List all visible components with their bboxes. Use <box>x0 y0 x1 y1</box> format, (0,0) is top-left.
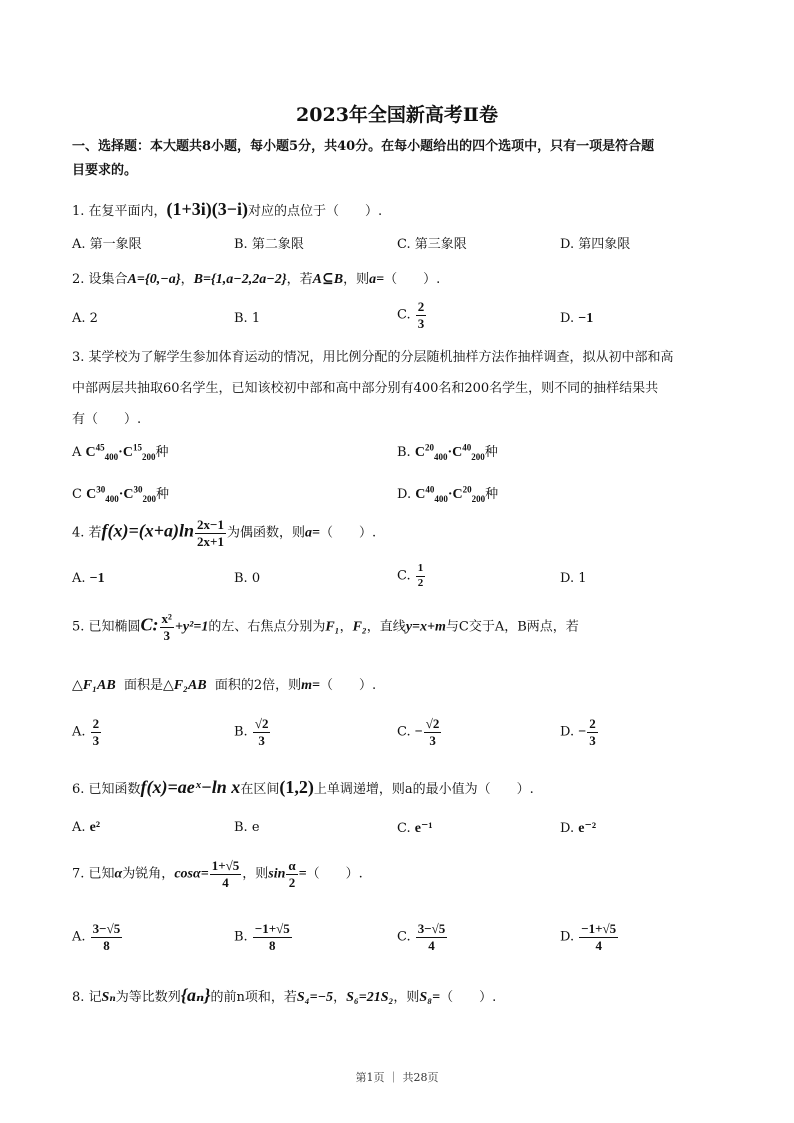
section-header: 一、选择题：本大题共8小题，每小题5分，共40分。在每小题给出的四个选项中，只有一项是符合题 <box>72 139 655 154</box>
q2-set-a: A={0,−a} <box>127 272 181 287</box>
question-3-line3: 有（ ）. <box>72 412 142 427</box>
question-5-line1: 5. 已知椭圆C: $\frac{\text{x²}}{3}$ +y²=1的左、右焦点分别为F₁，F₂，直线y=x+m与C交于A，B两点，若 <box>72 611 579 643</box>
q2-option-d: D. −1 <box>560 311 594 326</box>
q2-relation: A⊆B <box>312 272 344 287</box>
question-1: 1. 在复平面内，(1+3i)(3−i)对应的点位于（ ）. <box>72 199 383 219</box>
q3-option-d: D. $C^{40}_{400}\cdot C^{20}_{200}$种 <box>397 484 499 504</box>
q2-option-b: B. 1 <box>234 311 261 326</box>
q7-option-a: A. $\frac{3-√5}{8}$ <box>72 921 121 953</box>
question-5-line2: △F₁AB 面积是△F₂AB 面积的2倍，则m=（ ）. <box>72 678 377 693</box>
q1-option-d: D. 第四象限 <box>560 237 631 252</box>
q2-option-a: A. 2 <box>72 311 98 326</box>
question-8: 8. 记Sₙ为等比数列{aₙ}的前n项和，若S₄=−5，S₆=21S₂，则S₈=（ ）. <box>72 985 497 1005</box>
q3-option-b: B. $C^{20}_{400}\cdot C^{40}_{200}$种 <box>397 442 498 462</box>
question-6: 6. 已知函数f(x)=aeˣ−ln x在区间(1,2)上单调递增，则a的最小值为（ ）. <box>72 777 534 797</box>
q4-option-c: C. $\frac{1}{2}$ <box>397 562 424 589</box>
q1-option-b: B. 第二象限 <box>234 237 304 252</box>
q5-option-c: C. − $\frac{√2}{3}$ <box>397 716 440 748</box>
q5-option-d: D. − $\frac{2}{3}$ <box>560 716 596 748</box>
q7-option-c: C. $\frac{3-√5}{4}$ <box>397 921 446 953</box>
q4-option-b: B. 0 <box>234 571 261 586</box>
q7-option-b: B. $\frac{-1+√5}{8}$ <box>234 921 290 953</box>
q3-option-a: A $C^{45}_{400}\cdot C^{15}_{200}$种 <box>72 442 169 462</box>
q4-option-d: D. 1 <box>560 571 587 586</box>
q3-option-c: C $C^{30}_{400}\cdot C^{30}_{200}$种 <box>72 484 170 504</box>
q4-option-a: A. −1 <box>72 571 105 586</box>
q7-option-d: D. $\frac{-1+√5}{4}$ <box>560 921 617 953</box>
question-7: 7. 已知α为锐角，cosα= $\frac{1+√5}{4}$ ，则sin $\frac{\alpha}{2}$ =（ ）. <box>72 858 363 890</box>
question-2: 2. 设集合A={0,−a}，B={1,a−2,2a−2}，若A⊆B，则a=（ ）. <box>72 272 441 287</box>
q6-option-c: C. e⁻¹ <box>397 821 433 836</box>
question-3-line1: 3. 某学校为了解学生参加体育运动的情况，用比例分配的分层随机抽样方法作抽样调查，拟从初中部和高 <box>72 350 674 365</box>
page-footer: 第1页 ｜ 共28页 <box>355 1071 439 1084</box>
q5-option-a: A. $\frac{2}{3}$ <box>72 716 100 748</box>
q6-option-b: B. e <box>234 820 260 835</box>
q1-expression: (1+3i)(3−i) <box>166 199 249 219</box>
q1-option-c: C. 第三象限 <box>397 237 467 252</box>
section-header-line2: 目要求的。 <box>72 163 138 178</box>
question-3-line2: 中部两层共抽取60名学生，已知该校初中部和高中部分别有400名和200名学生，则不同的抽样结果共 <box>72 381 659 396</box>
q1-option-a: A. 第一象限 <box>72 237 142 252</box>
q2-option-c: C. $\frac{2}{3}$ <box>397 299 425 331</box>
question-4: 4. 若f(x)=(x+a)ln $\frac{2x-1}{2x+1}$ 为偶函数，则a=（ ）. <box>72 517 377 549</box>
q6-option-d: D. e⁻² <box>560 821 597 836</box>
q5-option-b: B. $\frac{√2}{3}$ <box>234 716 269 748</box>
q6-option-a: A. e² <box>72 820 101 835</box>
q2-set-b: B={1,a−2,2a−2} <box>193 272 287 287</box>
page-title: 2023年全国新高考Ⅱ卷 <box>296 104 498 126</box>
